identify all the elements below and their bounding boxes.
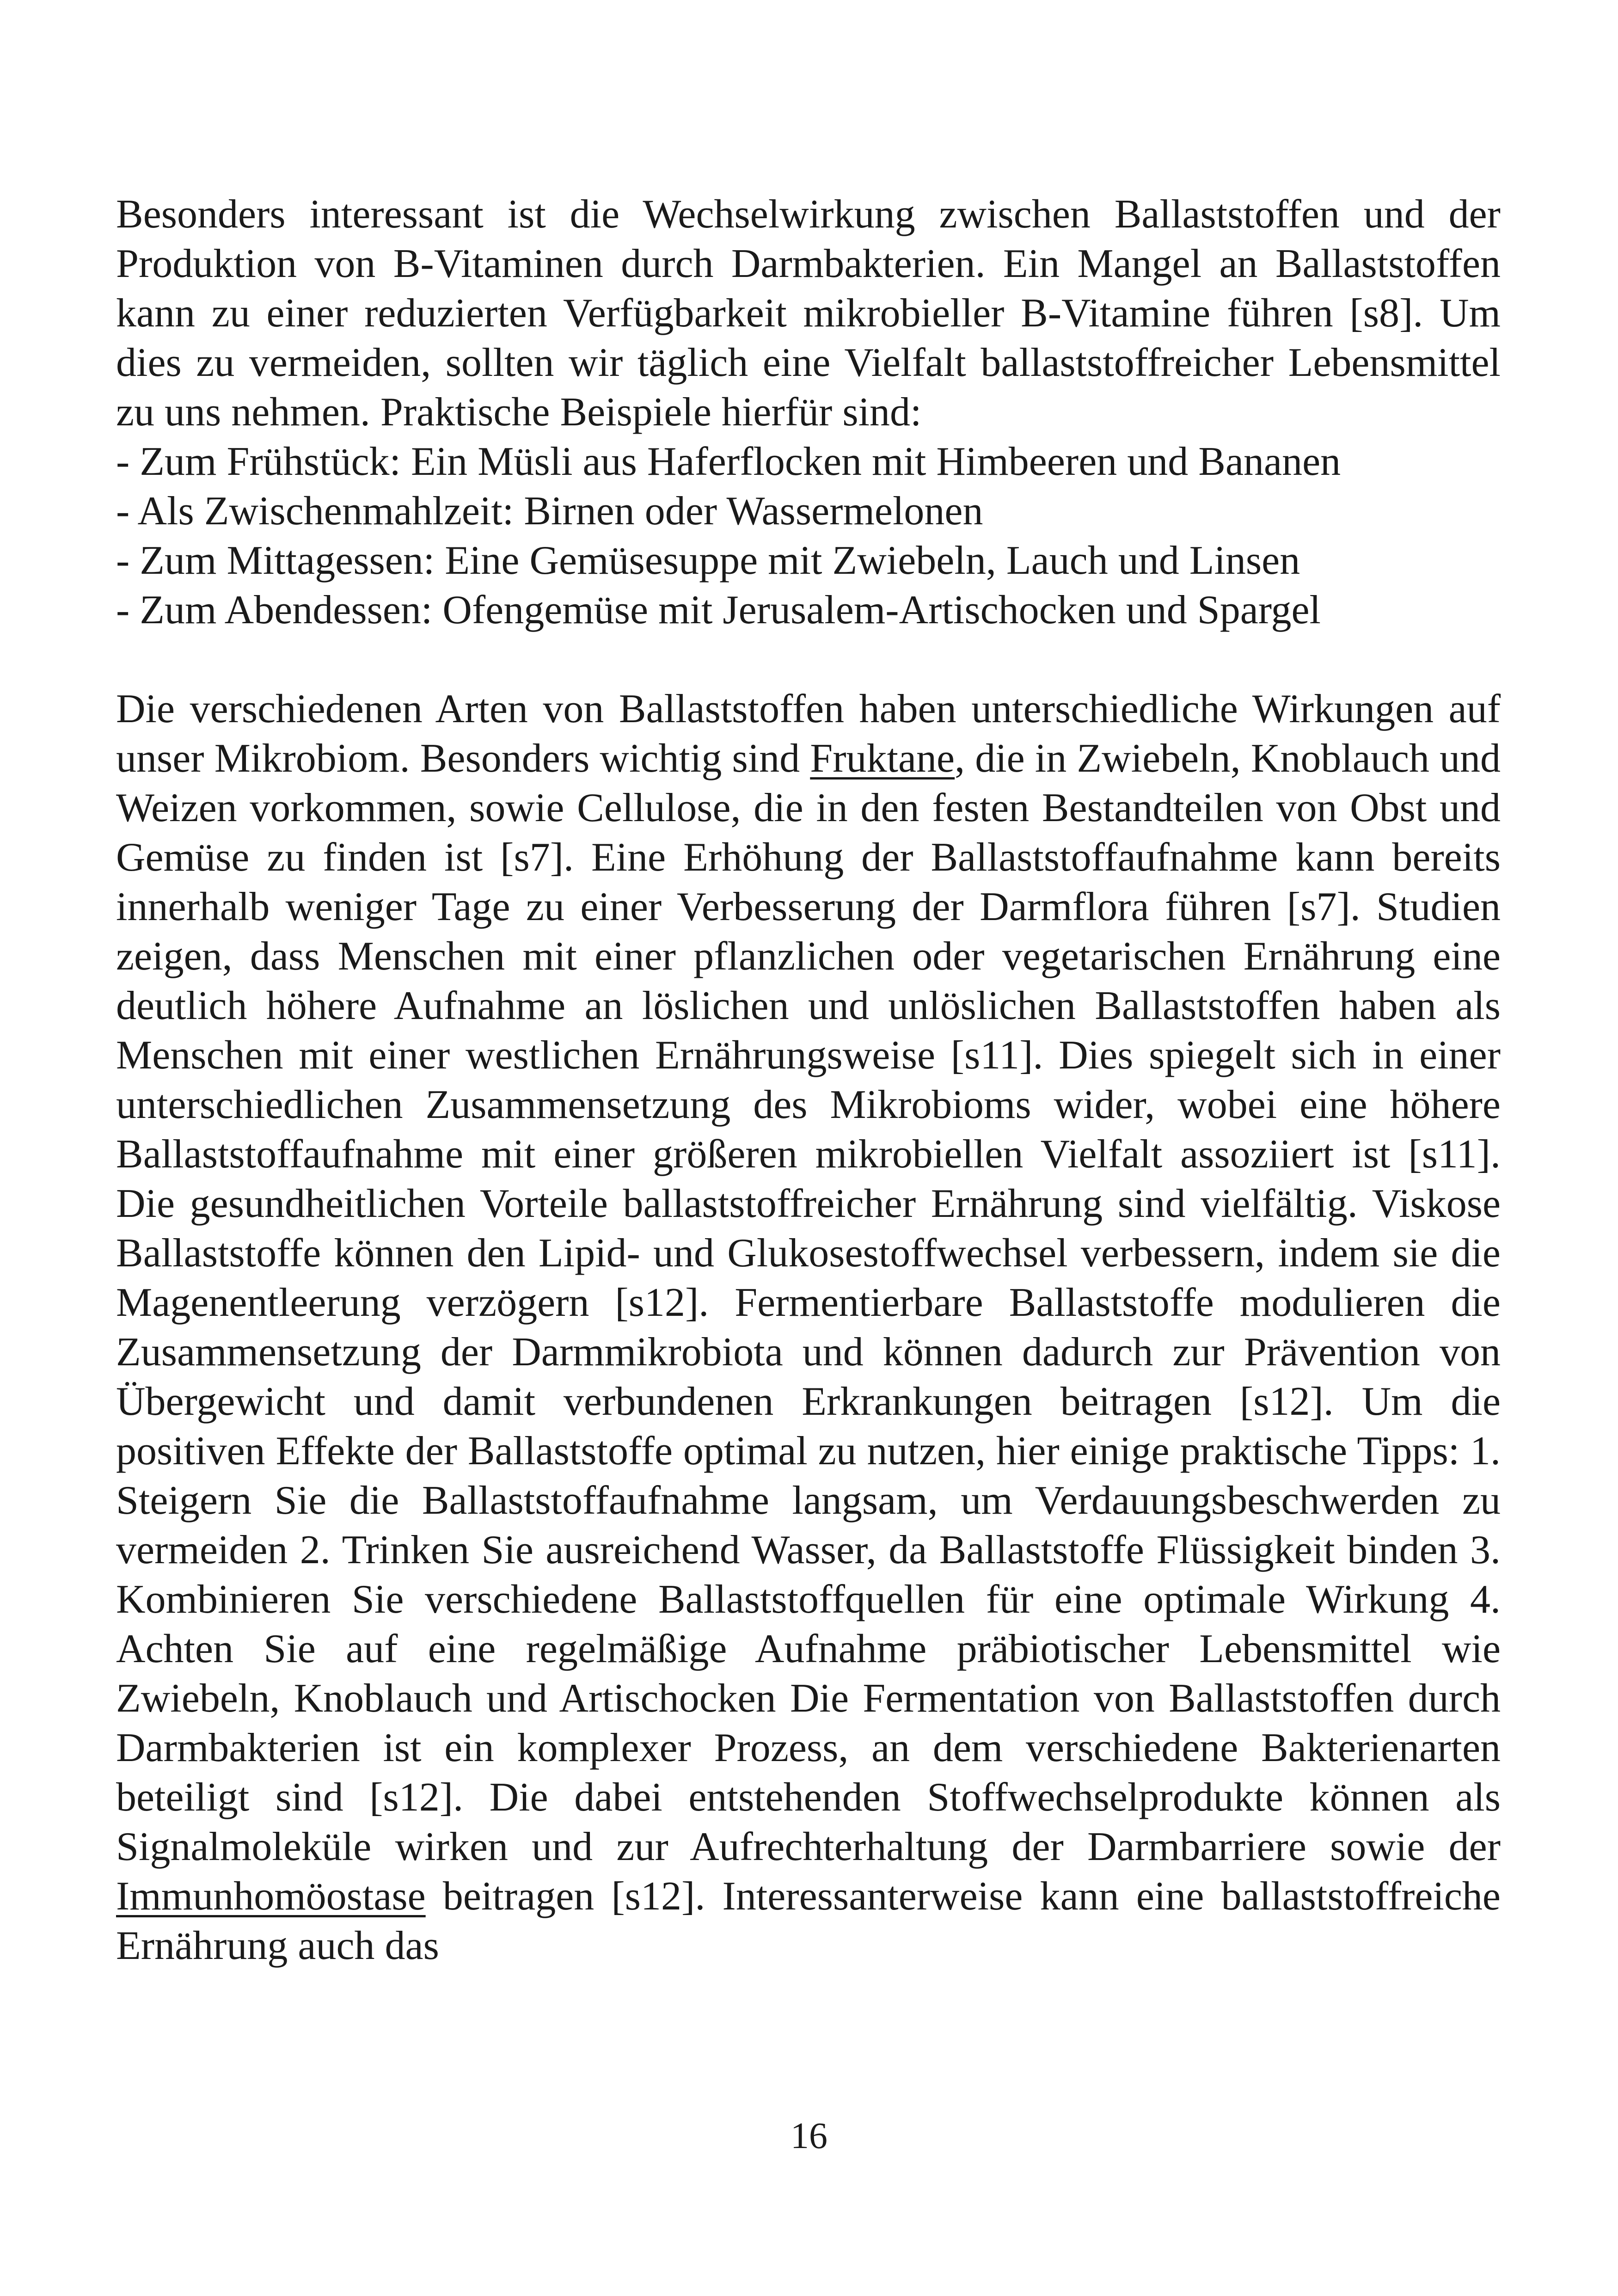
page-number: 16 <box>791 2116 827 2156</box>
list-item: - Zum Mittagessen: Eine Gemüsesuppe mit Zwiebeln, Lauch und Linsen <box>116 538 1300 583</box>
immunhomoeostase-link[interactable]: Immunhomöostase <box>116 1874 426 1919</box>
paragraph-main-part-b: , die in Zwiebeln, Knoblauch und Weizen vorkommen, sowie Cellulose, die in den festen Bestandteilen von Obst und Gemüse zu finden ist [s7]. Eine Erhöhung der Ballaststoffaufnahme kann bereits innerhalb weniger Tage zu einer Verbesserung der Darmflora führen [s7]. Studien zeigen, dass Menschen mit einer pflanzlichen oder vegetarischen Ernährung eine deutlich höhere Aufnahme an löslichen und unlöslichen Ballaststoffen haben als Menschen mit einer westlichen Ernährungsweise [s11]. Dies spiegelt sich in einer unterschiedlichen Zusammensetzung des Mikrobioms wider, wobei eine höhere Ballaststoffaufnahme mit einer größeren mikrobiellen Vielfalt assoziiert ist [s11]. Die gesundheitlichen Vorteile ballaststoffreicher Ernährung sind vielfältig. Viskose Ballaststoffe können den Lipid- und Glukosestoffwechsel verbessern, indem sie die Magenentleerung verzögern [s12]. Fermentierbare Ballaststoffe modulieren die Zusammensetzung der Darmmikrobiota und können dadurch zur Prävention von Übergewicht und damit verbundenen Erkrankungen beitragen [s12]. Um die positiven Effekte der Ballaststoffe optimal zu nutzen, hier einige praktische Tipps: 1. Steigern Sie die Ballaststoffaufnahme langsam, um Verdauungsbeschwerden zu vermeiden 2. Trinken Sie ausreichend Wasser, da Ballaststoffe Flüssigkeit binden 3. Kombinieren Sie verschiedene Ballaststoffquellen für eine optimale Wirkung 4. Achten Sie auf eine regelmäßige Aufnahme präbiotischer Lebensmittel wie Zwiebeln, Knoblauch und Artischocken Die Fermentation von Ballaststoffen durch Darmbakterien ist ein komplexer Prozess, an dem verschiedene Bakterienarten beteiligt sind [s12]. Die dabei entstehenden Stoffwechselprodukte können als Signalmoleküle wirken und zur Aufrechterhaltung der Darmbarriere sowie der <box>116 736 1501 1869</box>
list-item: - Als Zwischenmahlzeit: Birnen oder Wassermelonen <box>116 489 983 534</box>
list-item: - Zum Frühstück: Ein Müsli aus Haferflocken mit Himbeeren und Bananen <box>116 439 1341 484</box>
list-item: - Zum Abendessen: Ofengemüse mit Jerusalem-Artischocken und Spargel <box>116 588 1321 632</box>
paragraph-main <box>116 684 1501 1971</box>
paragraph-main-part-c: beitragen [s12]. Interessanterweise kann eine ballaststoffreiche Ernährung auch das <box>116 1874 1501 1968</box>
fruktane-link[interactable]: Fruktane <box>810 736 955 781</box>
paragraph-spacer <box>116 635 1501 684</box>
paragraph-main-part-a: Die verschiedenen Arten von Ballaststoffen haben unterschiedliche Wirkungen auf unser Mikrobiom. Besonders wichtig sind <box>116 687 1501 781</box>
examples-list <box>116 437 1501 635</box>
paragraph-intro: Besonders interessant ist die Wechselwirkung zwischen Ballaststoffen und der Produktion von B-Vitaminen durch Darmbakterien. Ein Mangel an Ballaststoffen kann zu einer reduzierten Verfügbarkeit mikrobieller B-Vitamine führen [s8]. Um dies zu vermeiden, sollten wir täglich eine Vielfalt ballaststoffreicher Lebensmittel zu uns nehmen. Praktische Beispiele hierfür sind: <box>116 192 1501 435</box>
page-body <box>116 190 1501 1971</box>
